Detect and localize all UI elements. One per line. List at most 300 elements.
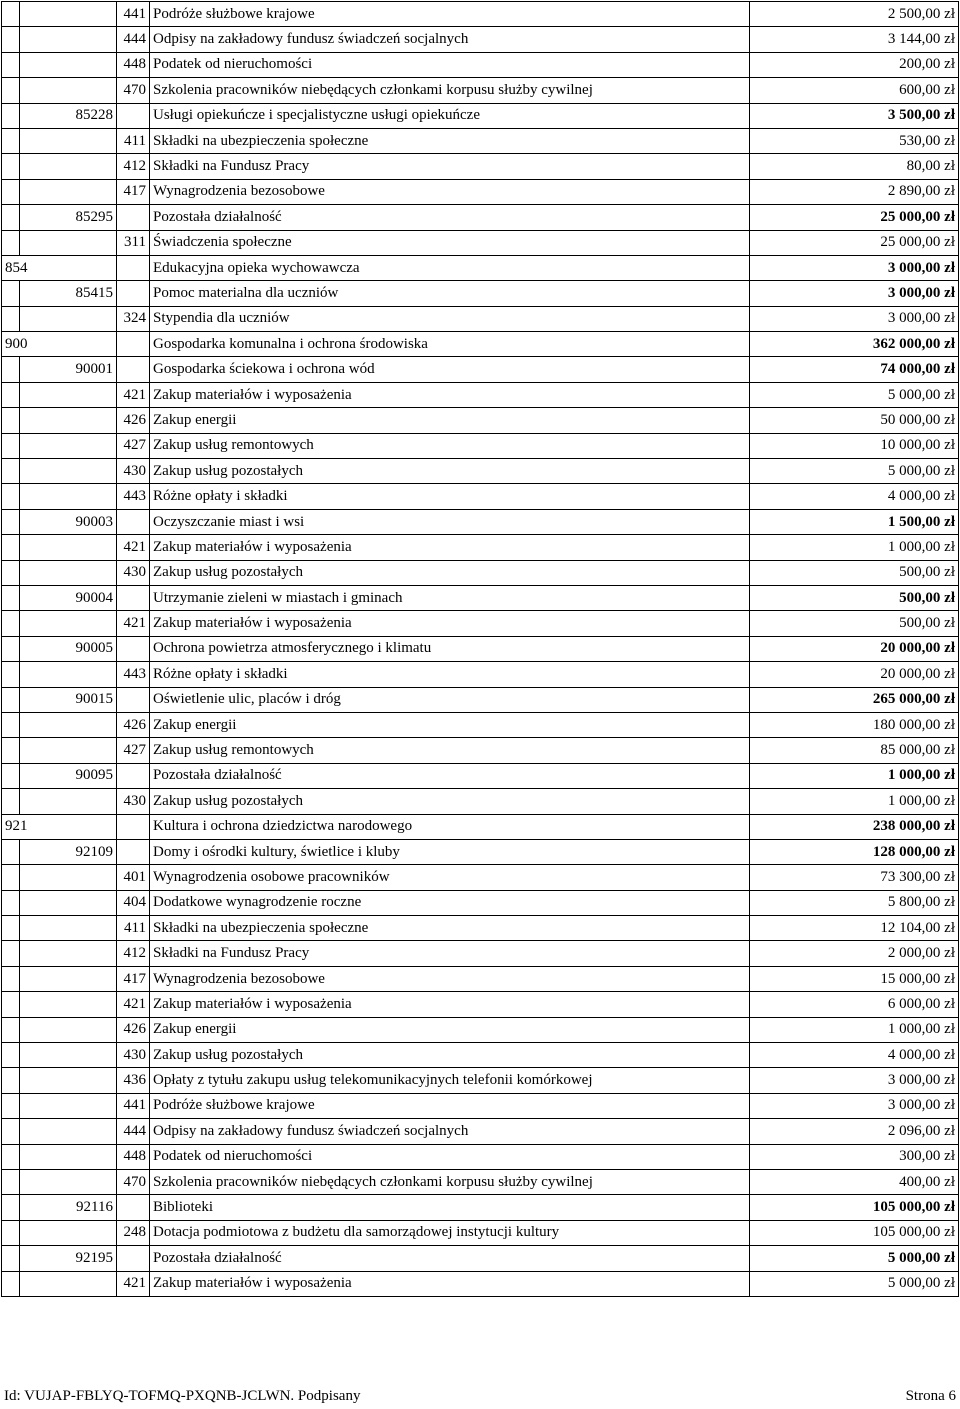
chapter-code <box>20 382 117 407</box>
item-name: Podróże służbowe krajowe <box>150 2 750 27</box>
item-name: Odpisy na zakładowy fundusz świadczeń socjalnych <box>150 1119 750 1144</box>
chapter-code <box>20 992 117 1017</box>
chapter-code <box>20 738 117 763</box>
item-amount: 3 000,00 zł <box>750 306 959 331</box>
item-name: Zakup usług remontowych <box>150 433 750 458</box>
item-name: Gospodarka komunalna i ochrona środowiska <box>150 332 750 357</box>
table-row <box>2 484 959 509</box>
paragraph-code <box>117 585 150 610</box>
paragraph-code: 427 <box>117 433 150 458</box>
table-row <box>2 332 959 357</box>
paragraph-code: 421 <box>117 611 150 636</box>
paragraph-code: 401 <box>117 865 150 890</box>
chapter-code <box>20 1169 117 1194</box>
chapter-code <box>20 27 117 52</box>
paragraph-code: 427 <box>117 738 150 763</box>
item-amount: 2 500,00 zł <box>750 2 959 27</box>
table-row <box>2 2 959 27</box>
chapter-code: 85415 <box>20 281 117 306</box>
chapter-code <box>20 1093 117 1118</box>
item-name: Zakup usług pozostałych <box>150 789 750 814</box>
section-code <box>2 179 20 204</box>
chapter-code: 90004 <box>20 585 117 610</box>
section-code <box>2 687 20 712</box>
section-code <box>2 1144 20 1169</box>
item-amount: 80,00 zł <box>750 154 959 179</box>
item-name: Wynagrodzenia bezosobowe <box>150 179 750 204</box>
paragraph-code <box>117 281 150 306</box>
paragraph-code: 448 <box>117 52 150 77</box>
chapter-code <box>20 408 117 433</box>
paragraph-code: 421 <box>117 535 150 560</box>
table-row <box>2 789 959 814</box>
table-row <box>2 1246 959 1271</box>
item-name: Dodatkowe wynagrodzenie roczne <box>150 890 750 915</box>
item-amount: 4 000,00 zł <box>750 484 959 509</box>
chapter-code: 90015 <box>20 687 117 712</box>
item-name: Utrzymanie zieleni w miastach i gminach <box>150 585 750 610</box>
section-code <box>2 992 20 1017</box>
section-code <box>2 281 20 306</box>
chapter-code <box>20 2 117 27</box>
chapter-code <box>20 128 117 153</box>
table-row <box>2 230 959 255</box>
item-amount: 5 800,00 zł <box>750 890 959 915</box>
section-code <box>2 1017 20 1042</box>
paragraph-code: 444 <box>117 27 150 52</box>
paragraph-code: 430 <box>117 789 150 814</box>
paragraph-code: 412 <box>117 941 150 966</box>
item-name: Szkolenia pracowników niebędących członkami korpusu służby cywilnej <box>150 1169 750 1194</box>
section-code <box>2 205 20 230</box>
item-amount: 300,00 zł <box>750 1144 959 1169</box>
item-name: Biblioteki <box>150 1195 750 1220</box>
paragraph-code: 430 <box>117 1043 150 1068</box>
table-row <box>2 205 959 230</box>
paragraph-code: 441 <box>117 1093 150 1118</box>
item-amount: 5 000,00 zł <box>750 382 959 407</box>
paragraph-code: 436 <box>117 1068 150 1093</box>
section-code <box>2 459 20 484</box>
item-name: Stypendia dla uczniów <box>150 306 750 331</box>
paragraph-code <box>117 763 150 788</box>
paragraph-code <box>117 332 150 357</box>
paragraph-code: 426 <box>117 1017 150 1042</box>
section-code <box>2 738 20 763</box>
table-row <box>2 281 959 306</box>
chapter-code <box>20 433 117 458</box>
section-code <box>2 1169 20 1194</box>
table-row <box>2 52 959 77</box>
chapter-code <box>20 1068 117 1093</box>
table-row <box>2 966 959 991</box>
item-amount: 50 000,00 zł <box>750 408 959 433</box>
item-name: Składki na ubezpieczenia społeczne <box>150 916 750 941</box>
item-amount: 3 000,00 zł <box>750 1068 959 1093</box>
section-code: 921 <box>2 814 117 839</box>
section-code <box>2 52 20 77</box>
item-name: Oczyszczanie miast i wsi <box>150 509 750 534</box>
item-amount: 20 000,00 zł <box>750 636 959 661</box>
item-name: Usługi opiekuńcze i specjalistyczne usługi opiekuńcze <box>150 103 750 128</box>
section-code <box>2 1093 20 1118</box>
item-amount: 105 000,00 zł <box>750 1220 959 1245</box>
item-name: Zakup usług remontowych <box>150 738 750 763</box>
paragraph-code: 417 <box>117 179 150 204</box>
section-code <box>2 1119 20 1144</box>
chapter-code: 90005 <box>20 636 117 661</box>
chapter-code <box>20 459 117 484</box>
item-amount: 105 000,00 zł <box>750 1195 959 1220</box>
item-name: Zakup materiałów i wyposażenia <box>150 535 750 560</box>
section-code <box>2 865 20 890</box>
chapter-code <box>20 941 117 966</box>
item-amount: 2 000,00 zł <box>750 941 959 966</box>
item-name: Oświetlenie ulic, placów i dróg <box>150 687 750 712</box>
item-amount: 238 000,00 zł <box>750 814 959 839</box>
table-row <box>2 27 959 52</box>
section-code <box>2 306 20 331</box>
page-number: Strona 6 <box>905 1388 956 1404</box>
paragraph-code: 430 <box>117 459 150 484</box>
section-code <box>2 382 20 407</box>
item-name: Zakup materiałów i wyposażenia <box>150 1271 750 1296</box>
item-amount: 10 000,00 zł <box>750 433 959 458</box>
paragraph-code: 411 <box>117 128 150 153</box>
table-row <box>2 738 959 763</box>
item-name: Pozostała działalność <box>150 763 750 788</box>
table-row <box>2 509 959 534</box>
table-row <box>2 1017 959 1042</box>
item-amount: 6 000,00 zł <box>750 992 959 1017</box>
item-amount: 1 000,00 zł <box>750 535 959 560</box>
paragraph-code <box>117 1195 150 1220</box>
item-amount: 3 144,00 zł <box>750 27 959 52</box>
chapter-code <box>20 966 117 991</box>
table-row <box>2 1271 959 1296</box>
item-amount: 12 104,00 zł <box>750 916 959 941</box>
paragraph-code: 421 <box>117 1271 150 1296</box>
table-row <box>2 1195 959 1220</box>
table-row <box>2 78 959 103</box>
table-row <box>2 1043 959 1068</box>
chapter-code <box>20 52 117 77</box>
section-code <box>2 560 20 585</box>
section-code <box>2 890 20 915</box>
paragraph-code: 426 <box>117 712 150 737</box>
section-code <box>2 966 20 991</box>
item-amount: 500,00 zł <box>750 560 959 585</box>
paragraph-code: 448 <box>117 1144 150 1169</box>
table-row <box>2 839 959 864</box>
section-code <box>2 1043 20 1068</box>
paragraph-code <box>117 103 150 128</box>
table-row <box>2 179 959 204</box>
table-row <box>2 992 959 1017</box>
table-row <box>2 408 959 433</box>
paragraph-code: 421 <box>117 382 150 407</box>
section-code: 854 <box>2 255 117 280</box>
item-name: Składki na ubezpieczenia społeczne <box>150 128 750 153</box>
item-name: Pozostała działalność <box>150 205 750 230</box>
table-row <box>2 687 959 712</box>
table-row <box>2 560 959 585</box>
item-amount: 500,00 zł <box>750 585 959 610</box>
item-name: Odpisy na zakładowy fundusz świadczeń socjalnych <box>150 27 750 52</box>
chapter-code <box>20 1043 117 1068</box>
table-row <box>2 712 959 737</box>
chapter-code <box>20 78 117 103</box>
item-name: Różne opłaty i składki <box>150 484 750 509</box>
item-name: Zakup energii <box>150 1017 750 1042</box>
item-name: Pomoc materialna dla uczniów <box>150 281 750 306</box>
paragraph-code: 441 <box>117 2 150 27</box>
table-row <box>2 1093 959 1118</box>
item-amount: 25 000,00 zł <box>750 230 959 255</box>
item-amount: 25 000,00 zł <box>750 205 959 230</box>
chapter-code <box>20 1017 117 1042</box>
table-row <box>2 103 959 128</box>
paragraph-code <box>117 687 150 712</box>
chapter-code <box>20 484 117 509</box>
table-row <box>2 357 959 382</box>
paragraph-code: 324 <box>117 306 150 331</box>
item-name: Opłaty z tytułu zakupu usług telekomunikacyjnych telefonii komórkowej <box>150 1068 750 1093</box>
budget-table-body <box>2 2 959 1297</box>
paragraph-code: 412 <box>117 154 150 179</box>
chapter-code: 90001 <box>20 357 117 382</box>
item-amount: 85 000,00 zł <box>750 738 959 763</box>
paragraph-code: 470 <box>117 78 150 103</box>
section-code <box>2 585 20 610</box>
section-code <box>2 509 20 534</box>
table-row <box>2 382 959 407</box>
chapter-code <box>20 662 117 687</box>
item-name: Świadczenia społeczne <box>150 230 750 255</box>
item-amount: 74 000,00 zł <box>750 357 959 382</box>
paragraph-code <box>117 636 150 661</box>
section-code <box>2 941 20 966</box>
chapter-code <box>20 560 117 585</box>
table-row <box>2 814 959 839</box>
table-row <box>2 865 959 890</box>
item-name: Zakup energii <box>150 712 750 737</box>
paragraph-code: 443 <box>117 662 150 687</box>
paragraph-code: 426 <box>117 408 150 433</box>
chapter-code <box>20 890 117 915</box>
paragraph-code: 421 <box>117 992 150 1017</box>
section-code <box>2 636 20 661</box>
paragraph-code: 417 <box>117 966 150 991</box>
section-code <box>2 1195 20 1220</box>
paragraph-code: 411 <box>117 916 150 941</box>
item-name: Szkolenia pracowników niebędących członkami korpusu służby cywilnej <box>150 78 750 103</box>
table-row <box>2 1144 959 1169</box>
table-row <box>2 1119 959 1144</box>
chapter-code <box>20 179 117 204</box>
chapter-code <box>20 865 117 890</box>
item-amount: 5 000,00 zł <box>750 459 959 484</box>
section-code <box>2 103 20 128</box>
paragraph-code <box>117 839 150 864</box>
item-amount: 362 000,00 zł <box>750 332 959 357</box>
item-name: Wynagrodzenia osobowe pracowników <box>150 865 750 890</box>
item-name: Kultura i ochrona dziedzictwa narodowego <box>150 814 750 839</box>
table-row <box>2 154 959 179</box>
chapter-code <box>20 1271 117 1296</box>
section-code <box>2 357 20 382</box>
item-amount: 3 000,00 zł <box>750 255 959 280</box>
section-code <box>2 916 20 941</box>
item-amount: 1 000,00 zł <box>750 763 959 788</box>
chapter-code <box>20 1220 117 1245</box>
chapter-code <box>20 230 117 255</box>
paragraph-code: 443 <box>117 484 150 509</box>
section-code <box>2 408 20 433</box>
table-row <box>2 585 959 610</box>
table-row <box>2 763 959 788</box>
table-row <box>2 306 959 331</box>
table-row <box>2 535 959 560</box>
chapter-code <box>20 789 117 814</box>
table-row <box>2 611 959 636</box>
chapter-code: 92109 <box>20 839 117 864</box>
item-amount: 73 300,00 zł <box>750 865 959 890</box>
paragraph-code <box>117 814 150 839</box>
item-name: Wynagrodzenia bezosobowe <box>150 966 750 991</box>
section-code: 900 <box>2 332 117 357</box>
section-code <box>2 230 20 255</box>
item-name: Podróże służbowe krajowe <box>150 1093 750 1118</box>
section-code <box>2 128 20 153</box>
item-name: Podatek od nieruchomości <box>150 1144 750 1169</box>
chapter-code <box>20 916 117 941</box>
table-row <box>2 1068 959 1093</box>
table-row <box>2 433 959 458</box>
item-amount: 2 890,00 zł <box>750 179 959 204</box>
item-amount: 180 000,00 zł <box>750 712 959 737</box>
paragraph-code: 404 <box>117 890 150 915</box>
section-code <box>2 662 20 687</box>
item-amount: 600,00 zł <box>750 78 959 103</box>
section-code <box>2 78 20 103</box>
item-name: Zakup materiałów i wyposażenia <box>150 611 750 636</box>
chapter-code: 90003 <box>20 509 117 534</box>
section-code <box>2 789 20 814</box>
table-row <box>2 1169 959 1194</box>
item-amount: 5 000,00 zł <box>750 1271 959 1296</box>
paragraph-code <box>117 509 150 534</box>
item-amount: 3 000,00 zł <box>750 1093 959 1118</box>
table-row <box>2 1220 959 1245</box>
section-code <box>2 154 20 179</box>
item-amount: 1 500,00 zł <box>750 509 959 534</box>
chapter-code: 90095 <box>20 763 117 788</box>
section-code <box>2 535 20 560</box>
item-amount: 400,00 zł <box>750 1169 959 1194</box>
paragraph-code: 311 <box>117 230 150 255</box>
section-code <box>2 839 20 864</box>
item-amount: 500,00 zł <box>750 611 959 636</box>
item-name: Zakup usług pozostałych <box>150 459 750 484</box>
item-name: Zakup energii <box>150 408 750 433</box>
chapter-code: 92116 <box>20 1195 117 1220</box>
table-row <box>2 128 959 153</box>
item-amount: 15 000,00 zł <box>750 966 959 991</box>
section-code <box>2 27 20 52</box>
paragraph-code <box>117 255 150 280</box>
chapter-code <box>20 611 117 636</box>
section-code <box>2 712 20 737</box>
item-name: Podatek od nieruchomości <box>150 52 750 77</box>
section-code <box>2 611 20 636</box>
item-amount: 3 500,00 zł <box>750 103 959 128</box>
section-code <box>2 2 20 27</box>
budget-table <box>1 1 959 1297</box>
paragraph-code: 248 <box>117 1220 150 1245</box>
item-amount: 5 000,00 zł <box>750 1246 959 1271</box>
item-name: Zakup materiałów i wyposażenia <box>150 992 750 1017</box>
item-name: Składki na Fundusz Pracy <box>150 154 750 179</box>
item-amount: 200,00 zł <box>750 52 959 77</box>
paragraph-code <box>117 205 150 230</box>
item-name: Zakup materiałów i wyposażenia <box>150 382 750 407</box>
item-name: Różne opłaty i składki <box>150 662 750 687</box>
item-name: Składki na Fundusz Pracy <box>150 941 750 966</box>
chapter-code <box>20 1144 117 1169</box>
item-amount: 530,00 zł <box>750 128 959 153</box>
item-name: Pozostała działalność <box>150 1246 750 1271</box>
item-name: Zakup usług pozostałych <box>150 560 750 585</box>
section-code <box>2 1271 20 1296</box>
chapter-code: 85295 <box>20 205 117 230</box>
chapter-code <box>20 306 117 331</box>
item-name: Dotacja podmiotowa z budżetu dla samorządowej instytucji kultury <box>150 1220 750 1245</box>
section-code <box>2 1068 20 1093</box>
item-name: Zakup usług pozostałych <box>150 1043 750 1068</box>
table-row <box>2 916 959 941</box>
item-amount: 3 000,00 zł <box>750 281 959 306</box>
document-id: Id: VUJAP-FBLYQ-TOFMQ-PXQNB-JCLWN. Podpisany <box>4 1388 361 1404</box>
table-row <box>2 636 959 661</box>
section-code <box>2 763 20 788</box>
item-amount: 1 000,00 zł <box>750 789 959 814</box>
paragraph-code: 470 <box>117 1169 150 1194</box>
section-code <box>2 1220 20 1245</box>
paragraph-code: 444 <box>117 1119 150 1144</box>
chapter-code: 92195 <box>20 1246 117 1271</box>
table-row <box>2 459 959 484</box>
item-amount: 265 000,00 zł <box>750 687 959 712</box>
item-amount: 20 000,00 zł <box>750 662 959 687</box>
paragraph-code <box>117 1246 150 1271</box>
section-code <box>2 484 20 509</box>
chapter-code <box>20 712 117 737</box>
item-name: Domy i ośrodki kultury, świetlice i kluby <box>150 839 750 864</box>
table-row <box>2 890 959 915</box>
table-row <box>2 662 959 687</box>
paragraph-code <box>117 357 150 382</box>
chapter-code: 85228 <box>20 103 117 128</box>
item-name: Ochrona powietrza atmosferycznego i klimatu <box>150 636 750 661</box>
item-name: Gospodarka ściekowa i ochrona wód <box>150 357 750 382</box>
item-amount: 2 096,00 zł <box>750 1119 959 1144</box>
paragraph-code: 430 <box>117 560 150 585</box>
item-amount: 128 000,00 zł <box>750 839 959 864</box>
chapter-code <box>20 535 117 560</box>
item-name: Edukacyjna opieka wychowawcza <box>150 255 750 280</box>
item-amount: 1 000,00 zł <box>750 1017 959 1042</box>
